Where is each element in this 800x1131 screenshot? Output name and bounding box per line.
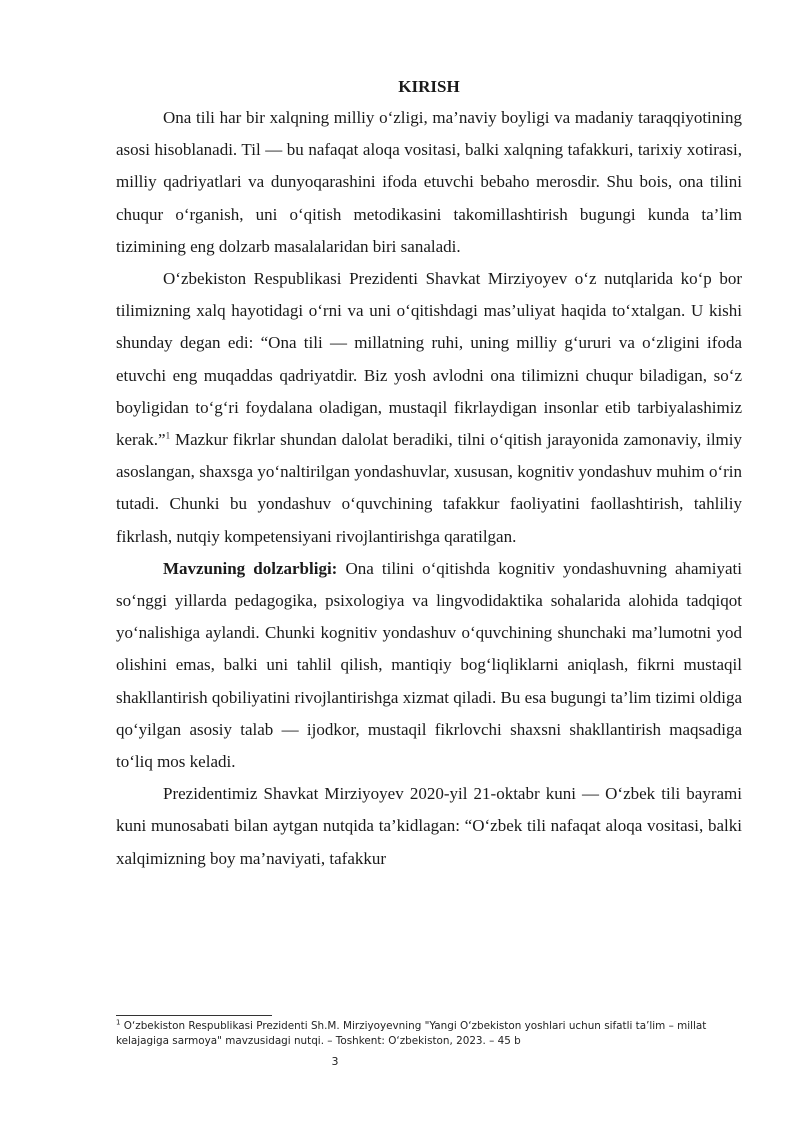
paragraph-text: Mazkur fikrlar shundan dalolat beradiki, tilni o‘qitish jarayonida zamonaviy, ilmiy asoslangan, shaxsga yo‘naltirilgan yondashuvlar, xususan, kognitiv yondashuv muhim o‘rin tutadi. Chunki bu yondashuv o‘quvchining tafakkur faoliyatini faollashtirish, tahliliy fikrlash, nutqiy kompetensiyani rivojlantirishga qaratilgan. [116,430,742,546]
footnote [116,1019,746,1049]
document-body [116,72,742,875]
section-heading: KIRISH [398,77,460,96]
paragraph-president-quote [116,263,742,553]
relevance-label: Mavzuning dolzarbligi: [163,558,338,578]
footnote-divider [116,1015,272,1016]
page-number: 3 [331,1055,339,1068]
paragraph-text: O‘zbekiston Respublikasi Prezidenti Shavkat Mirziyoyev o‘z nutqlarida ko‘p bor tilimizning xalq hayotidagi o‘rni va uni o‘qitishdagi mas’uliyat haqida to‘xtalgan. U kishi shunday degan edi: “Ona tili — millatning ruhi, uning milliy g‘ururi va o‘zligini ifoda etuvchi eng muqaddas qadriyatdir. Biz yosh avlodni ona tilimizni chuqur biladigan, so‘z boyligidan to‘g‘ri foydalana oladigan, mustaqil fikrlaydigan insonlar etib tarbiyalashimiz kerak.” [116,269,742,450]
footnote-reference[interactable]: 1 [165,430,171,441]
paragraph-introduction: Ona tili har bir xalqning milliy o‘zligi, ma’naviy boyligi va madaniy taraqqiyotining asosi hisoblanadi. Til — bu nafaqat aloqa vositasi, balki xalqning tafakkuri, tarixiy xotirasi, milliy qadriyatlari va dunyoqarashini ifoda etuvchi bebaho merosdir. Shu bois, ona tilini chuqur o‘rganish, uni o‘qitish metodikasini takomillashtirish bugungi kunda ta’lim tizimining eng dolzarb masalalaridan biri sanaladi. [116,108,742,256]
paragraph-text: Ona tilini o‘qitishda kognitiv yondashuvning ahamiyati so‘nggi yillarda pedagogika, psixologiya va lingvodidaktika sohalarida alohida tadqiqot yo‘nalishiga aylandi. Chunki kognitiv yondashuv o‘quvchining shunchaki ma’lumotni yod olishini emas, balki uni tahlil qilish, mantiqiy bog‘liqliklarni aniqlash, fikrni mustaqil shakllantirish qobiliyatini rivojlantirishga xizmat qiladi. Bu esa bugungi ta’lim tizimi oldiga qo‘yilgan asosiy talab — ijodkor, mustaqil fikrlovchi shaxsni shakllantirish maqsadiga to‘liq mos keladi. [116,558,742,772]
footnote-marker: 1 [116,1018,121,1027]
paragraph-relevance [116,553,742,778]
paragraph-speech: Prezidentimiz Shavkat Mirziyoyev 2020-yil 21-oktabr kuni — O‘zbek tili bayrami kuni munosabati bilan aytgan nutqida ta’kidlagan: “O‘zbek tili nafaqat aloqa vositasi, balki xalqimizning boy ma’naviyati, tafakkur [116,784,742,868]
footnote-text: O‘zbekiston Respublikasi Prezidenti Sh.M. Mirziyoyevning "Yangi O‘zbekiston yoshlari uchun sifatli ta’lim – millat kelajagiga sarmoya" mavzusidagi nutqi. – Toshkent: O‘zbekiston, 2023. – 45 b [116,1020,707,1047]
